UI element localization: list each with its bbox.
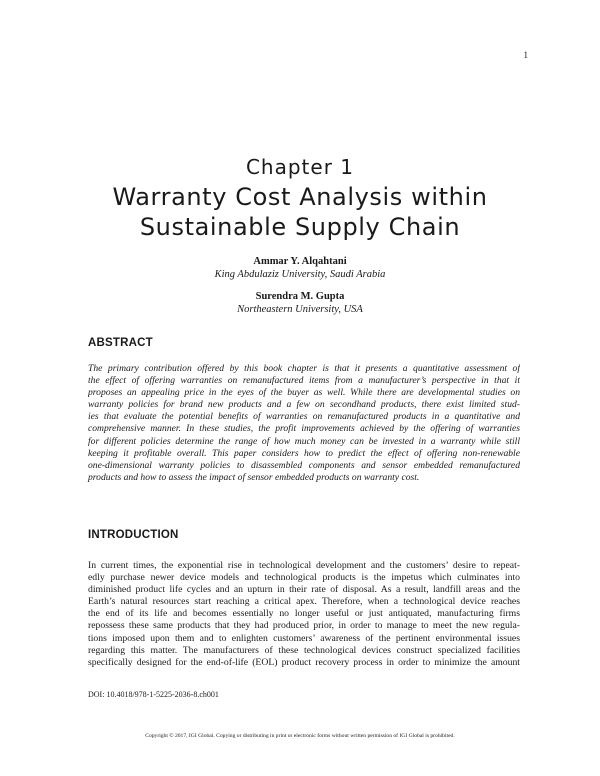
- abstract-line: the effect of offering warranties on remanufactured items from a manufacturer’s perspective in that it: [88, 375, 520, 387]
- introduction-line: specifically designed for the end-of-life (EOL) product recovery process in order to minimize the amount: [88, 656, 520, 668]
- abstract-line: for different policies determine the range of how much money can be invested in a warranty while still: [88, 435, 520, 447]
- abstract-line: keeping it profitable overall. This paper considers how to predict the effect of offering non-renewable: [88, 447, 520, 459]
- abstract-line: products and how to assess the impact of sensor embedded products on warranty cost.: [88, 471, 420, 483]
- introduction-line: diminished product life cycles and an upturn in their rate of disposal. As a result, landfill areas and the: [88, 584, 520, 596]
- copyright-notice: Copyright © 2017, IGI Global. Copying or distributing in print or electronic forms without written permission of IGI Global is prohibited.: [145, 733, 455, 739]
- doi: DOI: 10.4018/978-1-5225-2036-8.ch001: [88, 690, 219, 699]
- abstract-line: warranty policies for brand new products and a few on secondhand products, there exist limited stud-: [88, 399, 520, 411]
- chapter-title-line: Warranty Cost Analysis within: [112, 183, 488, 211]
- introduction-line: repossess these same products that they had produced prior, in order to manage to meet the new regula-: [88, 620, 520, 632]
- abstract-body: [88, 363, 520, 484]
- abstract-line: proposes an appealing price in the eyes of the buyer as well. While there are developmental studies on: [88, 387, 520, 399]
- page-number: 1: [523, 50, 528, 60]
- introduction-line: tions imposed upon them and to enlighten customers’ awareness of the pertinent environmental issues: [88, 632, 520, 644]
- author-block: [0, 290, 600, 316]
- chapter-title: [0, 182, 600, 242]
- author-name: Surendra M. Gupta: [255, 291, 345, 302]
- author-block: [0, 255, 600, 281]
- introduction-heading: INTRODUCTION: [88, 529, 179, 541]
- author-affiliation: King Abdulaziz University, Saudi Arabia: [214, 269, 386, 280]
- abstract-heading: ABSTRACT: [88, 337, 153, 349]
- abstract-line: The primary contribution offered by this book chapter is that it presents a quantitative assessment of: [88, 363, 520, 374]
- introduction-line: Earth’s natural resources start reaching a critical apex. Therefore, when a technological device reaches: [88, 596, 520, 608]
- abstract-line: one-dimensional warranty policies to disassembled components and sensor embedded remanufactured: [88, 459, 520, 471]
- introduction-line: the end of its life and becomes essentially no longer useful or just antiquated, manufacturing firms: [88, 608, 520, 620]
- abstract-line: comprehensive manner. In these studies, the profit improvements achieved by the offering of warranties: [88, 423, 520, 435]
- introduction-line: edly purchase newer device models and technological products is the impetus which culminates into: [88, 572, 520, 584]
- introduction-line: In current times, the exponential rise in technological development and the customers’ desire to repeat-: [88, 560, 520, 571]
- author-name: Ammar Y. Alqahtani: [253, 256, 347, 267]
- chapter-title-line: Sustainable Supply Chain: [139, 213, 461, 241]
- chapter-label: Chapter 1: [245, 155, 355, 179]
- introduction-line: regarding this matter. The manufacturers of these technological devices construct specialized facilities: [88, 644, 520, 656]
- author-affiliation: Northeastern University, USA: [237, 304, 363, 315]
- introduction-body: [88, 560, 520, 669]
- abstract-line: ies that evaluate the potential benefits of warranties on remanufactured products in a quantitative and: [88, 411, 520, 423]
